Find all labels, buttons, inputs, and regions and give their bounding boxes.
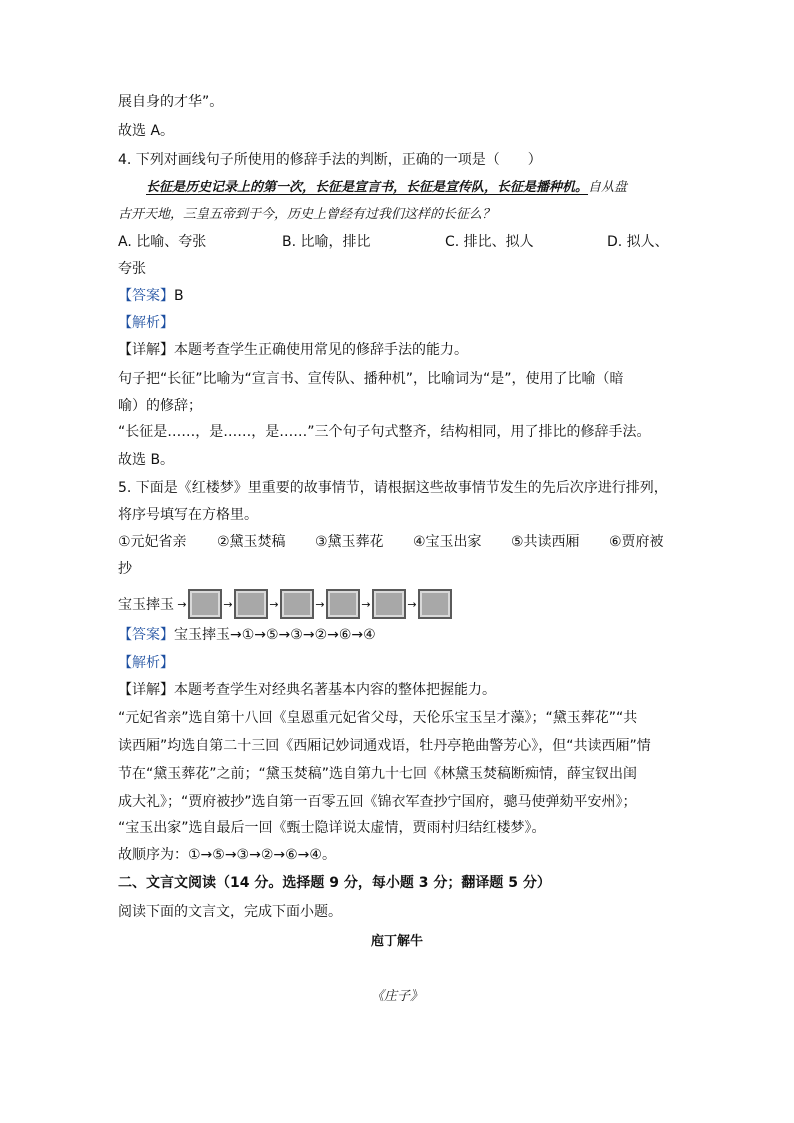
story-item-5: ⑤共读西厢 <box>511 534 580 550</box>
text-source: 《庄子》 <box>370 989 423 1004</box>
option-b: B. 比喻，排比 <box>282 234 371 250</box>
answer-box[interactable] <box>234 589 268 619</box>
option-d: D. 拟人、 <box>607 234 669 250</box>
arrow-icon: → <box>223 597 233 611</box>
analysis-label: 【解析】 <box>118 655 174 671</box>
question-4: 4. 下列对画线句子所使用的修辞手法的判断，正确的一项是（ ） <box>118 152 542 168</box>
explanation-line: 喻）的修辞； <box>118 398 202 414</box>
story-item-2: ②黛玉焚稿 <box>217 534 286 550</box>
explanation-line: “宝玉出家”选自最后一回《甄士隐详说太虚情，贾雨村归结红楼梦》。 <box>118 820 546 836</box>
answer-box[interactable] <box>326 589 360 619</box>
passage-tail: 自从盘 <box>588 180 628 195</box>
arrow-icon: → <box>407 597 417 611</box>
passage-line-2: 古开天地，三皇五帝到于今，历史上曾经有过我们这样的长征么？ <box>118 207 496 222</box>
answer-value: B <box>174 288 184 304</box>
explanation-line: 成大礼》；“贾府被抄”选自第一百零五回《锦衣军查抄宁国府，骢马使弹劾平安州》； <box>118 794 637 810</box>
question-5: 5. 下面是《红楼梦》里重要的故事情节，请根据这些故事情节发生的先后次序进行排列， <box>118 480 668 496</box>
explanation-line: 故选 B。 <box>118 452 175 468</box>
option-c: C. 排比、拟人 <box>445 234 534 250</box>
text-title: 庖丁解牛 <box>370 934 423 949</box>
answer-label: 【答案】 <box>118 288 174 304</box>
chain-start-label: 宝玉摔玉 <box>118 597 174 613</box>
detail-q4 <box>118 340 468 360</box>
answer-q5 <box>118 625 376 645</box>
arrow-icon: → <box>315 597 325 611</box>
arrow-icon: → <box>177 597 187 611</box>
story-item-3: ③黛玉葬花 <box>315 534 384 550</box>
answer-box[interactable] <box>372 589 406 619</box>
answer-box[interactable] <box>280 589 314 619</box>
story-item-1: ①元妃省亲 <box>118 534 187 550</box>
analysis-label: 【解析】 <box>118 315 174 331</box>
section-intro: 阅读下面的文言文，完成下面小题。 <box>118 904 342 920</box>
text-line: 展自身的才华”。 <box>118 94 224 110</box>
explanation-line: 故顺序为：①→⑤→③→②→⑥→④。 <box>118 847 336 863</box>
text-line: 故选 A。 <box>118 123 175 139</box>
answer-label: 【答案】 <box>118 627 174 643</box>
story-item-4: ④宝玉出家 <box>413 534 482 550</box>
explanation-line: 节在“黛玉葬花”之前；“黛玉焚稿”选自第九十七回《林黛玉焚稿断痴情，薛宝钗出闺 <box>118 766 638 782</box>
underlined-sentence: 长征是历史记录上的第一次，长征是宣言书，长征是宣传队，长征是播种机。 <box>146 180 589 195</box>
passage-line-1 <box>146 178 627 198</box>
question-5-line-2: 将序号填写在方格里。 <box>118 507 258 523</box>
detail-q5 <box>118 680 496 700</box>
answer-value: 宝玉摔玉→①→⑤→③→②→⑥→④ <box>174 627 376 643</box>
sequence-chain <box>118 587 452 621</box>
explanation-line: 读西厢”均选自第二十三回《西厢记妙词通戏语，牡丹亭艳曲警芳心》，但“共读西厢”情 <box>118 738 651 754</box>
detail-text: 本题考查学生对经典名著基本内容的整体把握能力。 <box>174 682 496 698</box>
answer-box[interactable] <box>418 589 452 619</box>
arrow-icon: → <box>361 597 371 611</box>
explanation-line: “长征是……，是……，是……”三个句子句式整齐，结构相同，用了排比的修辞手法。 <box>118 424 651 440</box>
answer-q4 <box>118 286 184 306</box>
explanation-line: 句子把“长征”比喻为“宣言书、宣传队、播种机”，比喻词为“是”，使用了比喻（暗 <box>118 371 624 387</box>
story-item-6-continued: 抄 <box>118 561 132 577</box>
story-item-6: ⑥贾府被 <box>609 534 664 550</box>
option-d-continued: 夸张 <box>118 261 146 277</box>
explanation-line: “元妃省亲”选自第十八回《皇恩重元妃省父母，天伦乐宝玉呈才藻》；“黛玉葬花”“共 <box>118 710 638 726</box>
section-heading: 二、文言文阅读（14 分。选择题 9 分，每小题 3 分；翻译题 5 分） <box>118 875 551 891</box>
detail-label: 【详解】 <box>118 682 174 698</box>
detail-label: 【详解】 <box>118 342 174 358</box>
arrow-icon: → <box>269 597 279 611</box>
option-a: A. 比喻、夸张 <box>118 234 207 250</box>
answer-box[interactable] <box>188 589 222 619</box>
detail-text: 本题考查学生正确使用常见的修辞手法的能力。 <box>174 342 468 358</box>
